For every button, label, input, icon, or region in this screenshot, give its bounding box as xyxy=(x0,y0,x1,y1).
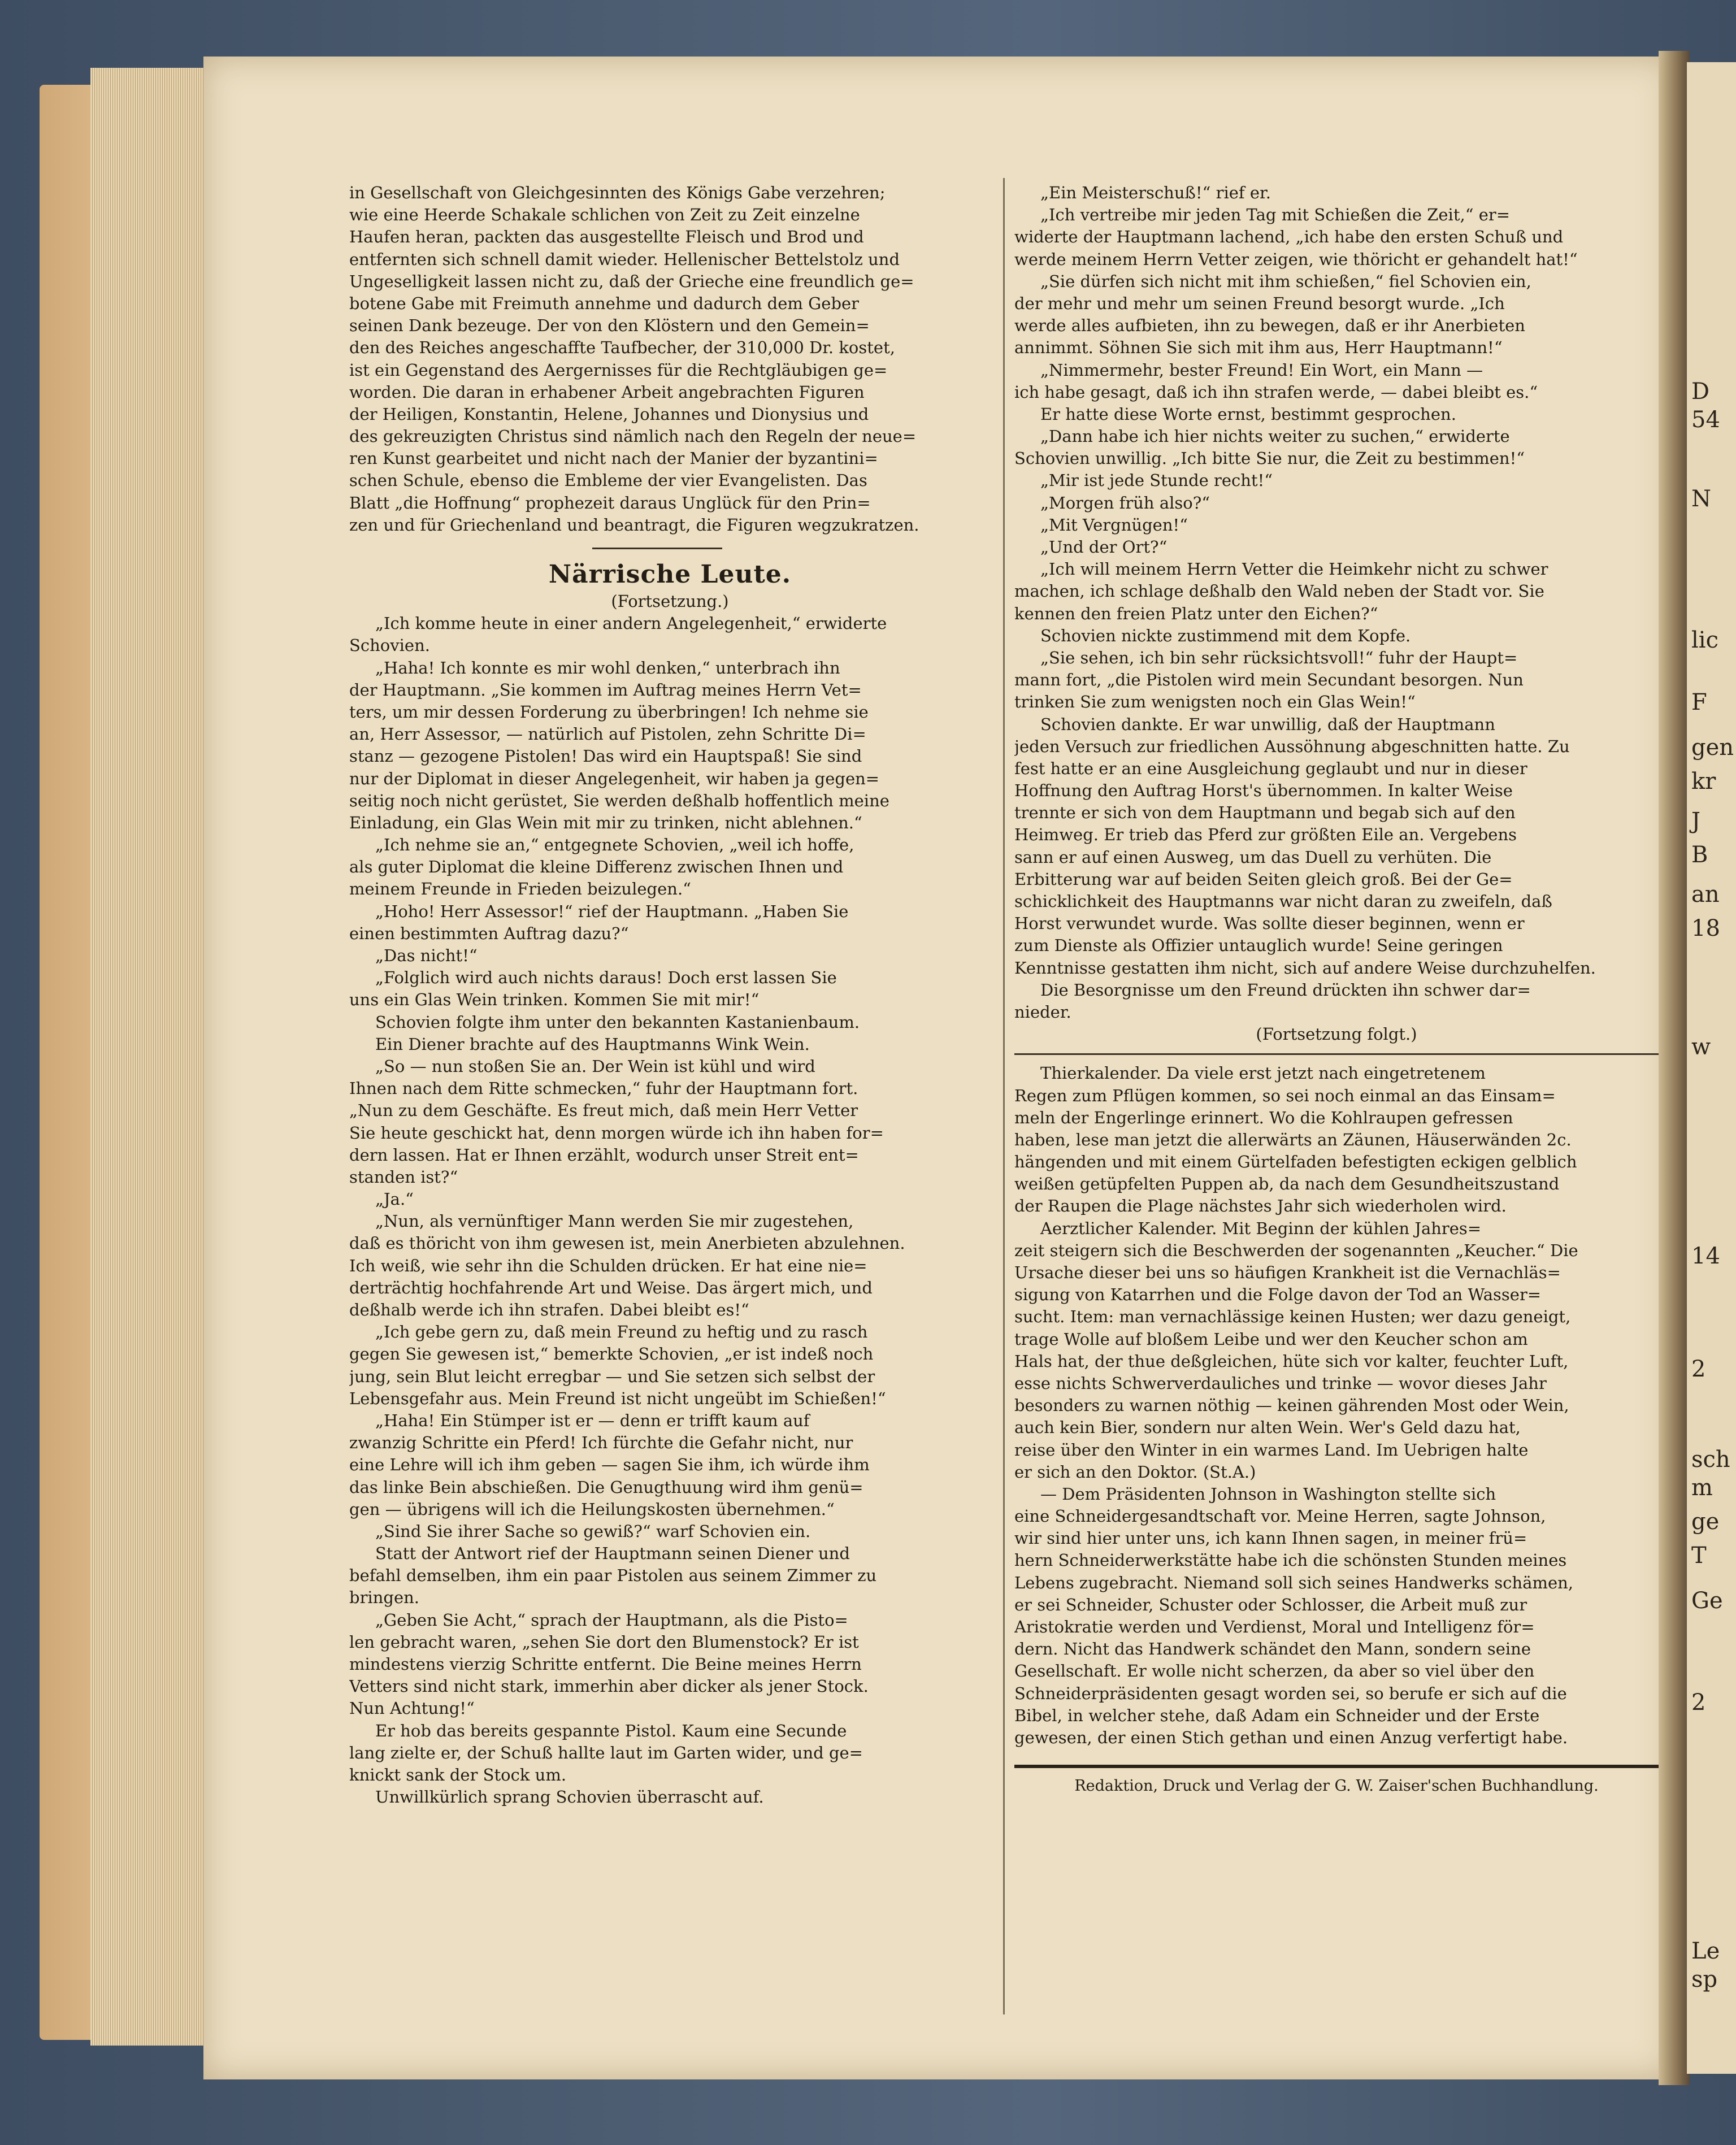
left-column-text-line: botene Gabe mit Freimuth annehme und dadurch dem Geber xyxy=(349,293,860,313)
left-column-text-line: dern lassen. Hat er Ihnen erzählt, wodurch unser Streit ent= xyxy=(349,1145,859,1165)
left-column-text-line: „Nun zu dem Geschäfte. Es freut mich, daß mein Herr Vetter xyxy=(349,1101,858,1121)
adjacent-page-fragment: 54 xyxy=(1691,407,1720,433)
right-column-text-line: eine Schneidergesandtschaft vor. Meine Herren, sagte Johnson, xyxy=(1014,1506,1546,1526)
story-title: Närrische Leute. xyxy=(548,560,792,589)
left-column-text-line: „Folglich wird auch nichts daraus! Doch erst lassen Sie xyxy=(375,968,837,988)
right-column-text-line: Hoffnung den Auftrag Horst's übernommen. In kalter Weise xyxy=(1014,781,1513,801)
adjacent-page-fragment: 14 xyxy=(1691,1243,1720,1269)
left-column-text-line: Unwillkürlich sprang Schovien überrascht auf. xyxy=(375,1787,764,1807)
left-column-text-line: Ein Diener brachte auf des Hauptmanns Wink Wein. xyxy=(375,1034,810,1054)
left-column-text-line: standen ist?“ xyxy=(349,1167,458,1187)
right-column-text-line: Er hatte diese Worte ernst, bestimmt gesprochen. xyxy=(1040,404,1456,424)
left-column-text-line: bringen. xyxy=(349,1588,420,1608)
right-column-text-line: „Sie dürfen sich nicht mit ihm schießen,“ fiel Schovien ein, xyxy=(1040,271,1531,291)
right-column-text-line: gewesen, der einen Stich gethan und einen Anzug verfertigt habe. xyxy=(1014,1727,1568,1747)
left-column-text-line: „Ich gebe gern zu, daß mein Freund zu heftig und zu rasch xyxy=(375,1322,868,1342)
adjacent-page-fragment: w xyxy=(1691,1034,1711,1060)
left-column-text-line: „Das nicht!“ xyxy=(375,946,478,965)
right-column-text-line: zum Dienste als Offizier untauglich wurde! Seine geringen xyxy=(1014,936,1503,956)
adjacent-page-fragment: N xyxy=(1691,486,1711,512)
adjacent-page-fragment: m xyxy=(1691,1475,1713,1501)
spacer xyxy=(1014,1749,1659,1759)
left-column-text-line: „Hoho! Herr Assessor!“ rief der Hauptmann. „Haben Sie xyxy=(375,901,849,921)
left-column-text-line: ren Kunst gearbeitet und nicht nach der Manier der byzantini= xyxy=(349,449,878,468)
left-column-text-line: worden. Die daran in erhabener Arbeit angebrachten Figuren xyxy=(349,382,865,402)
left-column-text-line: meinem Freunde in Frieden beizulegen.“ xyxy=(349,879,691,899)
right-column-text-line: jeden Versuch zur friedlichen Aussöhnung abgeschnitten hatte. Zu xyxy=(1014,736,1570,756)
right-column-text-line: trage Wolle auf bloßem Leibe und wer den Keucher schon am xyxy=(1014,1329,1528,1349)
right-column-text-line: er sich an den Doktor. (St.A.) xyxy=(1014,1462,1256,1482)
right-column-text-line: Schneiderpräsidenten gesagt worden sei, so berufe er sich auf die xyxy=(1014,1683,1567,1703)
left-column-text-line: knickt sank der Stock um. xyxy=(349,1765,567,1784)
right-column-text-line: trennte er sich von dem Hauptmann und begab sich auf den xyxy=(1014,803,1516,823)
left-column-text-line: Ich weiß, wie sehr ihn die Schulden drücken. Er hat eine nie= xyxy=(349,1256,867,1275)
right-column-text-line: zeit steigern sich die Beschwerden der sogenannten „Keucher.“ Die xyxy=(1014,1240,1578,1260)
left-column-text-line: uns ein Glas Wein trinken. Kommen Sie mit mir!“ xyxy=(349,990,760,1010)
right-column-text-line: Aristokratie werden und Verdienst, Moral und Intelligenz för= xyxy=(1014,1617,1535,1636)
right-column xyxy=(1014,182,1659,1797)
left-column-text-line: in Gesellschaft von Gleichgesinnten des Königs Gabe verzehren; xyxy=(349,183,886,202)
right-column-text-line: sann er auf einen Ausweg, um das Duell zu verhüten. Die xyxy=(1014,847,1492,867)
right-column-text-line: kennen den freien Platz unter den Eichen?“ xyxy=(1014,603,1378,623)
right-column-text-line: Erbitterung war auf beiden Seiten gleich groß. Bei der Ge= xyxy=(1014,869,1513,889)
imprint-rule xyxy=(1014,1759,1659,1775)
left-column-text-line: jung, sein Blut leicht erregbar — und Sie setzen sich selbst der xyxy=(349,1366,875,1386)
adjacent-page-fragment: kr xyxy=(1691,768,1716,794)
left-column-text-line: „Haha! Ich konnte es mir wohl denken,“ unterbrach ihn xyxy=(375,658,840,678)
left-column-text-line: als guter Diplomat die kleine Differenz zwischen Ihnen und xyxy=(349,857,844,877)
right-column-text-line: Schovien unwillig. „Ich bitte Sie nur, die Zeit zu bestimmen!“ xyxy=(1014,449,1525,468)
right-column-text-line: annimmt. Söhnen Sie sich mit ihm aus, Herr Hauptmann!“ xyxy=(1014,338,1503,358)
page-stack-edges xyxy=(90,68,215,2046)
right-column-text-line: „Dann habe ich hier nichts weiter zu suchen,“ erwiderte xyxy=(1040,427,1510,446)
left-column-text-line: ist ein Gegenstand des Aergernisses für die Rechtgläubigen ge= xyxy=(349,360,888,380)
adjacent-page-fragment: 18 xyxy=(1691,915,1720,941)
adjacent-page-fragment: sp xyxy=(1691,1966,1718,1992)
adjacent-page-fragment: Ge xyxy=(1691,1588,1723,1614)
left-column-text-line: Schovien. xyxy=(349,636,430,655)
right-column-text-line: mann fort, „die Pistolen wird mein Secundant besorgen. Nun xyxy=(1014,670,1524,690)
left-column-text-line: „Haha! Ein Stümper ist er — denn er trifft kaum auf xyxy=(375,1410,810,1430)
left-column-text-line: einen bestimmten Auftrag dazu?“ xyxy=(349,923,629,943)
left-column-text-line: eine Lehre will ich ihm geben — sagen Sie ihm, ich würde ihm xyxy=(349,1455,870,1475)
section-rule xyxy=(1014,1045,1659,1062)
left-column-text-line: Er hob das bereits gespannte Pistol. Kaum eine Secunde xyxy=(375,1721,847,1740)
adjacent-page-fragment: sch xyxy=(1691,1447,1730,1473)
adjacent-page-fragment: ge xyxy=(1691,1509,1720,1535)
left-column xyxy=(349,182,991,1808)
right-column-text-line: Horst verwundet wurde. Was sollte dieser beginnen, wenn er xyxy=(1014,914,1525,933)
right-column-text-line: Ursache dieser bei uns so häufigen Krankheit ist die Vernachläs= xyxy=(1014,1263,1561,1282)
left-column-text-line: len gebracht waren, „sehen Sie dort den Blumenstock? Er ist xyxy=(349,1632,859,1652)
left-column-text-line: „Sind Sie ihrer Sache so gewiß?“ warf Schovien ein. xyxy=(375,1521,811,1541)
column-divider xyxy=(1003,178,1005,2014)
right-column-text-line: haben, lese man jetzt die allerwärts an Zäunen, Häuserwänden 2c. xyxy=(1014,1130,1572,1149)
left-column-text-line: zwanzig Schritte ein Pferd! Ich fürchte die Gefahr nicht, nur xyxy=(349,1433,853,1453)
right-column-text-line: „Morgen früh also?“ xyxy=(1040,493,1210,513)
left-column-text-line: wie eine Heerde Schakale schlichen von Zeit zu Zeit einzelne xyxy=(349,205,860,225)
right-column-text-line: wir sind hier unter uns, ich kann Ihnen sagen, in meiner frü= xyxy=(1014,1529,1527,1548)
left-column-text-line: „Ich komme heute in einer andern Angelegenheit,“ erwiderte xyxy=(375,614,887,633)
left-column-text-line: „Nun, als vernünftiger Mann werden Sie mir zugestehen, xyxy=(375,1212,854,1231)
right-column-text-line: dern. Nicht das Handwerk schändet den Mann, sondern seine xyxy=(1014,1639,1531,1659)
left-column-text-line: seitig noch nicht gerüstet, Sie werden deßhalb hoffentlich meine xyxy=(349,791,889,810)
left-column-text-line: Vetters sind nicht stark, immerhin aber dicker als jener Stock. xyxy=(349,1677,869,1696)
adjacent-page-fragment: T xyxy=(1691,1543,1707,1569)
right-column-text-line: Die Besorgnisse um den Freund drückten ihn schwer dar= xyxy=(1040,980,1531,1000)
left-column-text-line: lang zielte er, der Schuß hallte laut im Garten wider, und ge= xyxy=(349,1743,863,1762)
adjacent-page-fragment: 2 xyxy=(1691,1690,1706,1716)
adjacent-page-fragment: gen xyxy=(1691,735,1734,761)
left-column-text-line: befahl demselben, ihm ein paar Pistolen aus seinem Zimmer zu xyxy=(349,1566,877,1586)
right-column-text-line: Aerztlicher Kalender. Mit Beginn der kühlen Jahres= xyxy=(1040,1218,1482,1238)
right-column-text-line: „Nimmermehr, bester Freund! Ein Wort, ein Mann — xyxy=(1040,360,1483,380)
left-column-text-line: Schovien folgte ihm unter den bekannten Kastanienbaum. xyxy=(375,1012,860,1032)
right-column-text-line: Kenntnisse gestatten ihm nicht, sich auf andere Weise durchzuhelfen. xyxy=(1014,958,1596,978)
left-column-text-line: daß es thöricht von ihm gewesen ist, mein Anerbieten abzulehnen. xyxy=(349,1234,905,1253)
right-column-text-line: auch kein Bier, sondern nur alten Wein. Wer's Geld dazu hat, xyxy=(1014,1418,1521,1438)
right-column-text-line: sucht. Item: man vernachlässige keinen Husten; wer dazu geneigt, xyxy=(1014,1307,1571,1327)
left-column-text-line: Einladung, ein Glas Wein mit mir zu trinken, nicht ablehnen.“ xyxy=(349,813,862,832)
right-column-text-line: „Ein Meisterschuß!“ rief er. xyxy=(1040,183,1271,202)
left-column-text-line: an, Herr Assessor, — natürlich auf Pistolen, zehn Schritte Di= xyxy=(349,724,866,744)
left-column-text-line: gegen Sie gewesen ist,“ bemerkte Schovien, „er ist indeß noch xyxy=(349,1344,874,1364)
right-column-text-line: machen, ich schlage deßhalb den Wald neben der Stadt vor. Sie xyxy=(1014,581,1544,601)
right-column-text-line: schicklichkeit des Hauptmanns war nicht daran zu zweifeln, daß xyxy=(1014,892,1552,911)
right-column-text-line: reise über den Winter in ein warmes Land. Im Uebrigen halte xyxy=(1014,1440,1529,1460)
left-column-text-line: der Hauptmann. „Sie kommen im Auftrag meines Herrn Vet= xyxy=(349,680,862,700)
right-column-text-line: besonders zu warnen nöthig — keinen gährenden Most oder Wein, xyxy=(1014,1396,1569,1415)
right-column-text-line: Gesellschaft. Er wolle nicht scherzen, da aber so viel über den xyxy=(1014,1661,1535,1681)
right-column-text-line: Regen zum Pflügen kommen, so sei noch einmal an das Einsam= xyxy=(1014,1085,1556,1105)
left-column-text-line: des gekreuzigten Christus sind nämlich nach den Regeln der neue= xyxy=(349,427,917,446)
left-column-text-line: deßhalb werde ich ihn strafen. Dabei bleibt es!“ xyxy=(349,1300,749,1319)
left-column-text-line: Statt der Antwort rief der Hauptmann seinen Diener und xyxy=(375,1544,850,1564)
right-column-text-line: „Ich will meinem Herrn Vetter die Heimkehr nicht zu schwer xyxy=(1040,559,1548,579)
right-column-text-line: meln der Engerlinge erinnert. Wo die Kohlraupen gefressen xyxy=(1014,1108,1513,1127)
left-column-text-line: Lebensgefahr aus. Mein Freund ist nicht ungeübt im Schießen!“ xyxy=(349,1388,886,1408)
left-column-text-line: Ihnen nach dem Ritte schmecken,“ fuhr der Hauptmann fort. xyxy=(349,1079,858,1098)
left-column-text-line: zen und für Griechenland und beantragt, die Figuren wegzukratzen. xyxy=(349,515,919,535)
left-column-text-line: der Heiligen, Konstantin, Helene, Johannes und Dionysius und xyxy=(349,404,869,424)
left-column-text-line: seinen Dank bezeuge. Der von den Klöstern und den Gemein= xyxy=(349,316,870,336)
left-column-text-line: Nun Achtung!“ xyxy=(349,1699,475,1718)
right-column-text-line: werde meinem Herrn Vetter zeigen, wie thöricht er gehandelt hat!“ xyxy=(1014,249,1578,269)
right-column-text-line: Schovien dankte. Er war unwillig, daß der Hauptmann xyxy=(1040,714,1495,734)
right-column-text-line: Lebens zugebracht. Niemand soll sich seines Handwerks schämen, xyxy=(1014,1573,1574,1592)
adjacent-page-strip xyxy=(1687,62,1736,2074)
centered-note: (Fortsetzung.) xyxy=(611,592,729,611)
right-column-text-line: er sei Schneider, Schuster oder Schlosser, die Arbeit muß zur xyxy=(1014,1595,1527,1614)
right-column-text-line: hern Schneiderwerkstätte habe ich die schönsten Stunden meines xyxy=(1014,1551,1567,1570)
left-column-text-line: „Ich nehme sie an,“ entgegnete Schovien, „weil ich hoffe, xyxy=(375,835,854,855)
adjacent-page-fragment: B xyxy=(1691,842,1708,868)
right-column-text-line: fest hatte er an eine Ausgleichung geglaubt und nur in dieser xyxy=(1014,758,1527,778)
adjacent-page-fragment: D xyxy=(1691,379,1710,405)
left-column-text-line: „Ja.“ xyxy=(375,1189,414,1209)
adjacent-page-fragment: F xyxy=(1691,689,1707,715)
adjacent-page-fragment: lic xyxy=(1691,627,1718,653)
right-column-text-line: widerte der Hauptmann lachend, „ich habe den ersten Schuß und xyxy=(1014,227,1564,247)
left-column-text-line: gen — übrigens will ich die Heilungskosten übernehmen.“ xyxy=(349,1499,835,1519)
centered-note: (Fortsetzung folgt.) xyxy=(1256,1024,1417,1044)
right-column-text-line: Thierkalender. Da viele erst jetzt nach eingetretenem xyxy=(1040,1063,1486,1083)
adjacent-page-fragment: J xyxy=(1691,808,1701,834)
left-column-text-line: stanz — gezogene Pistolen! Das wird ein Hauptspaß! Sie sind xyxy=(349,746,862,766)
imprint-line: Redaktion, Druck und Verlag der G. W. Zaiser'schen Buchhandlung. xyxy=(1074,1777,1599,1795)
right-column-text-line: der Raupen die Plage nächstes Jahr sich wiederholen wird. xyxy=(1014,1196,1507,1216)
left-column-text-line: derträchtig hochfahrende Art und Weise. Das ärgert mich, und xyxy=(349,1278,873,1297)
left-column-text-line: das linke Bein abschießen. Die Genugthuung wird ihm genü= xyxy=(349,1477,863,1497)
right-column-text-line: „Sie sehen, ich bin sehr rücksichtsvoll!“ fuhr der Haupt= xyxy=(1040,648,1518,667)
right-column-text-line: nieder. xyxy=(1014,1002,1071,1022)
right-column-text-line: „Mit Vergnügen!“ xyxy=(1040,515,1188,535)
adjacent-page-fragment: Le xyxy=(1691,1938,1720,1964)
left-column-text-line: schen Schule, ebenso die Embleme der vier Evangelisten. Das xyxy=(349,471,867,490)
adjacent-page-fragment: an xyxy=(1691,882,1720,908)
right-column-text-line: esse nichts Schwerverdauliches und trinke — wovor dieses Jahr xyxy=(1014,1373,1547,1393)
right-column-text-line: Schovien nickte zustimmend mit dem Kopfe. xyxy=(1040,626,1411,645)
right-column-text-line: „Ich vertreibe mir jeden Tag mit Schießen die Zeit,“ er= xyxy=(1040,205,1511,225)
right-column-text-line: trinken Sie zum wenigsten noch ein Glas Wein!“ xyxy=(1014,692,1416,712)
right-column-text-line: — Dem Präsidenten Johnson in Washington stellte sich xyxy=(1040,1484,1496,1504)
left-column-text-line: ters, um mir dessen Forderung zu überbringen! Ich nehme sie xyxy=(349,702,869,722)
adjacent-page-fragment: 2 xyxy=(1691,1356,1706,1382)
left-column-text-line: Sie heute geschickt hat, denn morgen würde ich ihn haben for= xyxy=(349,1123,884,1143)
right-column-text-line: sigung von Katarrhen und die Folge davon der Tod an Wasser= xyxy=(1014,1285,1542,1305)
right-column-text-line: werde alles aufbieten, ihn zu bewegen, daß er ihr Anerbieten xyxy=(1014,316,1525,336)
left-column-text-line: Blatt „die Hoffnung“ prophezeit daraus Unglück für den Prin= xyxy=(349,493,871,513)
right-column-text-line: Heimweg. Er trieb das Pferd zur größten Eile an. Vergebens xyxy=(1014,825,1517,845)
left-column-text-line: den des Reiches angeschaffte Taufbecher, der 310,000 Dr. kostet, xyxy=(349,338,895,358)
right-column-text-line: Hals hat, der thue deßgleichen, hüte sich vor kalter, feuchter Luft, xyxy=(1014,1351,1569,1371)
left-column-text-line: mindestens vierzig Schritte entfernt. Die Beine meines Herrn xyxy=(349,1655,862,1674)
right-column-text-line: weißen getüpfelten Puppen ab, da nach dem Gesundheitszustand xyxy=(1014,1174,1560,1194)
right-column-text-line: ich habe gesagt, daß ich ihn strafen werde, — dabei bleibt es.“ xyxy=(1014,382,1538,402)
section-rule xyxy=(349,536,991,559)
left-column-text-line: „Geben Sie Acht,“ sprach der Hauptmann, als die Pisto= xyxy=(375,1610,848,1630)
left-column-text-line: entfernten sich schnell damit wieder. Hellenischer Bettelstolz und xyxy=(349,249,900,269)
right-column-text-line: der mehr und mehr um seinen Freund besorgt wurde. „Ich xyxy=(1014,293,1505,313)
right-column-text-line: „Und der Ort?“ xyxy=(1040,537,1168,557)
left-column-text-line: nur der Diplomat in dieser Angelegenheit, wir haben ja gegen= xyxy=(349,768,880,788)
right-column-text-line: „Mir ist jede Stunde recht!“ xyxy=(1040,471,1273,490)
left-column-text-line: Ungeselligkeit lassen nicht zu, daß der Grieche eine freundlich ge= xyxy=(349,271,914,291)
right-column-text-line: Bibel, in welcher stehe, daß Adam ein Schneider und der Erste xyxy=(1014,1705,1540,1725)
right-column-text-line: hängenden und mit einem Gürtelfaden befestigten eckigen gelblich xyxy=(1014,1152,1577,1172)
left-column-text-line: Haufen heran, packten das ausgestellte Fleisch und Brod und xyxy=(349,227,864,247)
book-gutter xyxy=(1659,51,1690,2085)
left-column-text-line: „So — nun stoßen Sie an. Der Wein ist kühl und wird xyxy=(375,1056,815,1076)
